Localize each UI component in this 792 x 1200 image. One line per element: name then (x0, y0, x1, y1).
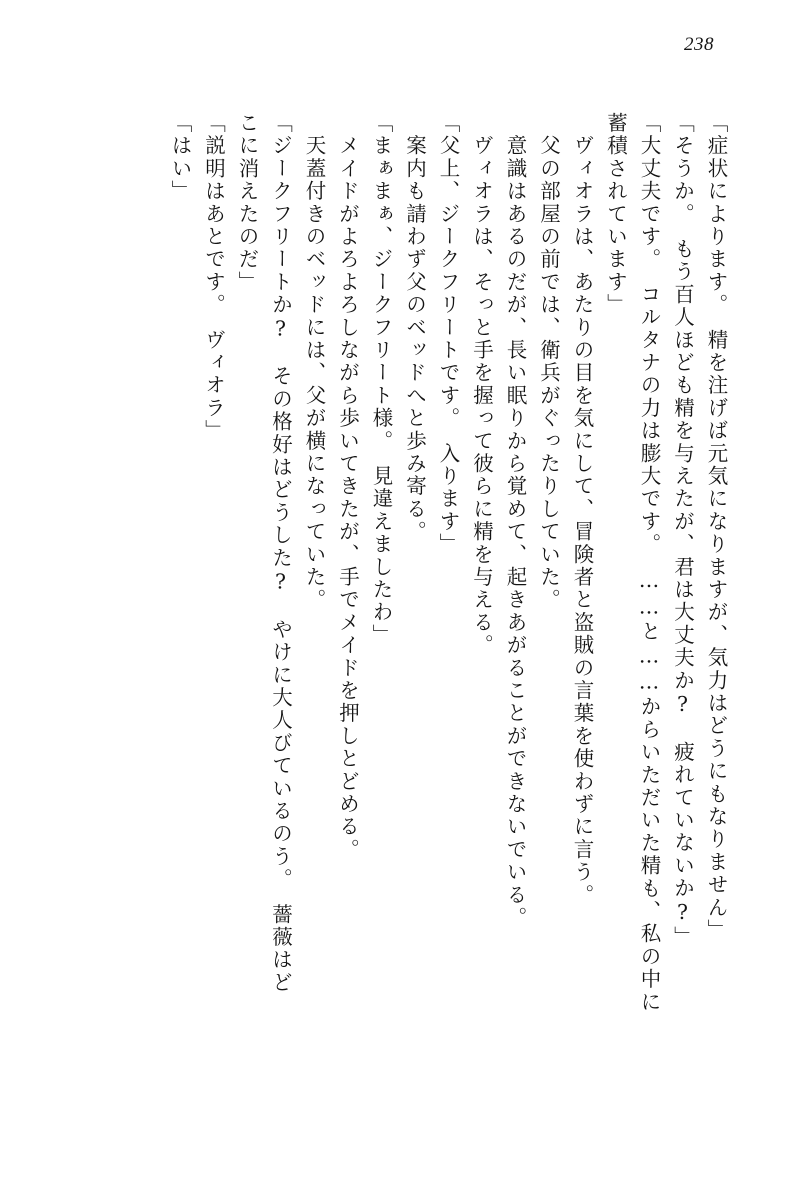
text-line: 蓄積されています」 (603, 112, 628, 317)
text-line: 「説明はあとです。 ヴィオラ」 (201, 112, 226, 443)
text-line: 「まぁまぁ、ジークフリート様。 見違えましたわ」 (369, 112, 393, 647)
text-line: 案内も請わず父のベッドへと歩み寄る。 (402, 112, 427, 544)
text-line: 父の部屋の前では、衛兵がぐったりしていた。 (536, 112, 561, 612)
text-line: ヴィオラは、あたりの目を気にして、冒険者と盗賊の言葉を使わずに言う。 (570, 112, 594, 907)
vertical-text-body (58, 112, 732, 1142)
text-line: 「ジークフリートか? その格好はどうした? やけに大人びているのう。 薔薇はど (268, 112, 293, 995)
text-line: メイドがよろよろしながら歩いてきたが、手でメイドを押しとどめる。 (335, 112, 360, 862)
page-number: 238 (684, 34, 714, 55)
text-line: 意識はあるのだが、長い眠りから覚めて、起きあがることができないでいる。 (503, 112, 527, 930)
text-line: 天蓋付きのベッドには、父が横になっていた。 (302, 112, 326, 612)
text-line: 「大丈夫です。 コルタナの力は膨大です。 ……と……からいただいた精も、私の中に (637, 112, 661, 1014)
text-line: 「そうか。 もう百人ほども精を与えたが、君は大丈夫か? 疲れていないか?」 (670, 112, 695, 949)
text-line: 「症状によります。 精を注げば元気になりますが、気力はどうにもなりません」 (704, 112, 728, 942)
text-line: 「父上、ジークフリートです。 入ります」 (436, 112, 460, 556)
text-line: こに消えたのだ」 (235, 112, 259, 294)
text-line: ヴィオラは、そっと手を握って彼らに精を与える。 (469, 112, 494, 657)
text-line: 「はい」 (168, 112, 192, 203)
